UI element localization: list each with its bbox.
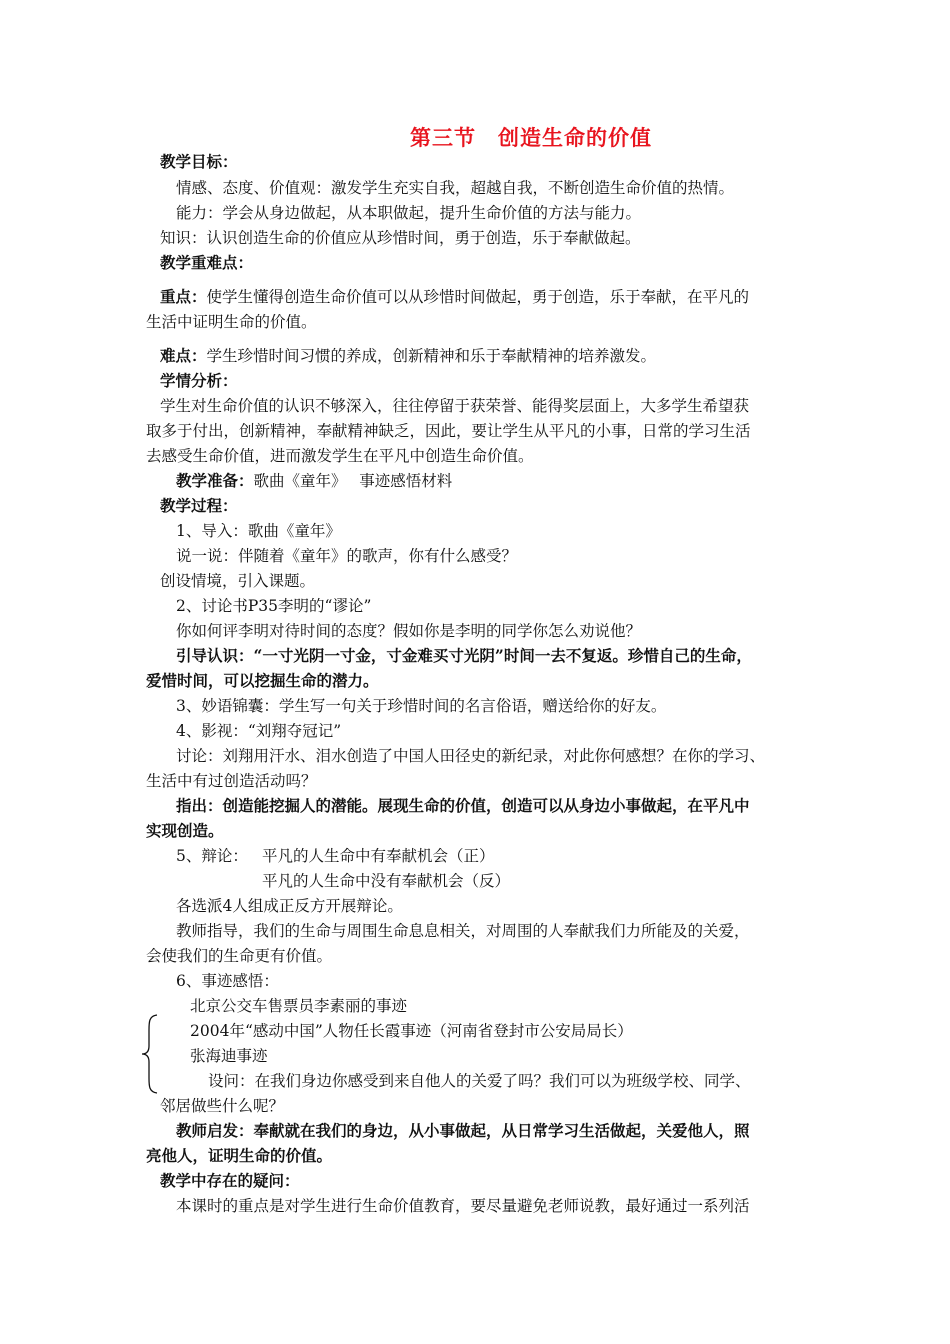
step5-team: 各选派4人组成正反方开展辩论。 [176,897,403,915]
step4-discussion-line2: 生活中有过创造活动吗？ [146,772,317,790]
step6-story-c: 张海迪事迹 [190,1047,268,1065]
difficult-point-text: 学生珍惜时间习惯的养成，创新精神和乐于奉献精神的培养激发。 [206,347,657,365]
preparation [176,471,452,491]
analysis-line1: 学生对生命价值的认识不够深入，往往停留于获荣誉、能得奖层面上，大多学生希望获 [160,397,750,415]
step1-talk: 说一说：伴随着《童年》的歌声，你有什么感受？ [176,547,518,565]
goals-heading: 教学目标： [160,152,238,171]
difficult-point-label: 难点： [160,346,207,365]
step6-enlighten-line1: 教师启发：奉献就在我们的身边，从小事做起，从日常学习生活做起，关爱他人，照 [176,1121,750,1140]
step5-con: 平凡的人生命中没有奉献机会（反） [262,872,511,890]
step1: 1、导入：歌曲《童年》 [176,522,341,540]
step5-teacher-line2: 会使我们的生命更有价值。 [146,947,333,965]
page-title: 第三节 创造生命的价值 [410,125,652,150]
step2-question: 你如何评李明对待时间的态度？假如你是李明的同学你怎么劝说他？ [176,622,642,640]
step2-guide-line2: 爱惜时间，可以挖掘生命的潜力。 [146,671,379,690]
step5-teacher-line1: 教师指导，我们的生命与周围生命息息相关，对周围的人奉献我们力所能及的关爱， [176,922,750,940]
left-brace-icon [140,1014,162,1094]
step3: 3、妙语锦囊：学生写一句关于珍惜时间的名言俗语，赠送给你的好友。 [176,697,667,715]
step2-guide-line1: 引导认识：“一寸光阴一寸金，寸金难买寸光阴”时间一去不复返。珍惜自己的生命， [176,646,752,665]
key-point-text: 使学生懂得创造生命价值可以从珍惜时间做起，勇于创造，乐于奉献，在平凡的 [206,288,750,306]
step6-story-a: 北京公交车售票员李素丽的事迹 [190,997,408,1015]
key-difficult-heading: 教学重难点： [160,253,254,272]
step6-question-line1: 设问：在我们身边你感受到来自他人的关爱了吗？我们可以为班级学校、同学、 [208,1072,751,1090]
step5-label: 5、辩论： [176,847,248,865]
step1-scene: 创设情境，引入课题。 [160,572,316,590]
key-point-line2: 生活中证明生命的价值。 [146,313,317,331]
process-heading: 教学过程： [160,496,238,515]
goals-ability: 能力：学会从身边做起，从本职做起，提升生命价值的方法与能力。 [176,204,642,222]
preparation-text: 歌曲《童年》 事迹感悟材料 [253,472,453,490]
step4-point-line2: 实现创造。 [146,821,224,840]
step6: 6、事迹感悟： [176,972,279,990]
step2: 2、讨论书P35李明的“谬论” [176,597,372,615]
analysis-heading: 学情分析： [160,371,238,390]
key-point-label: 重点： [160,287,207,306]
difficult-point [160,346,656,366]
step6-enlighten-line2: 亮他人，证明生命的价值。 [146,1146,333,1165]
goals-emotion: 情感、态度、价值观：激发学生充实自我，超越自我，不断创造生命价值的热情。 [176,179,735,197]
doubts-line1: 本课时的重点是对学生进行生命价值教育，要尽量避免老师说教，最好通过一系列活 [176,1197,750,1215]
analysis-line2: 取多于付出，创新精神，奉献精神缺乏，因此，要让学生从平凡的小事，日常的学习生活 [146,422,751,440]
key-point-line1 [160,287,749,307]
goals-knowledge: 知识：认识创造生命的价值应从珍惜时间，勇于创造，乐于奉献做起。 [160,229,641,247]
preparation-label: 教学准备： [176,471,254,490]
analysis-line3: 去感受生命价值，进而激发学生在平凡中创造生命价值。 [146,447,534,465]
step4: 4、影视：“刘翔夺冠记” [176,722,342,740]
step4-discussion-line1: 讨论：刘翔用汗水、泪水创造了中国人田径史的新纪录，对此你何感想？在你的学习、 [176,747,766,765]
step6-story-b: 2004年“感动中国”人物任长霞事迹（河南省登封市公安局局长） [190,1022,633,1040]
doubts-heading: 教学中存在的疑问： [160,1171,300,1190]
step4-point-line1: 指出：创造能挖掘人的潜能。展现生命的价值，创造可以从身边小事做起，在平凡中 [176,796,750,815]
step5-pro: 平凡的人生命中有奉献机会（正） [262,847,495,865]
step6-question-line2: 邻居做些什么呢？ [160,1097,285,1115]
